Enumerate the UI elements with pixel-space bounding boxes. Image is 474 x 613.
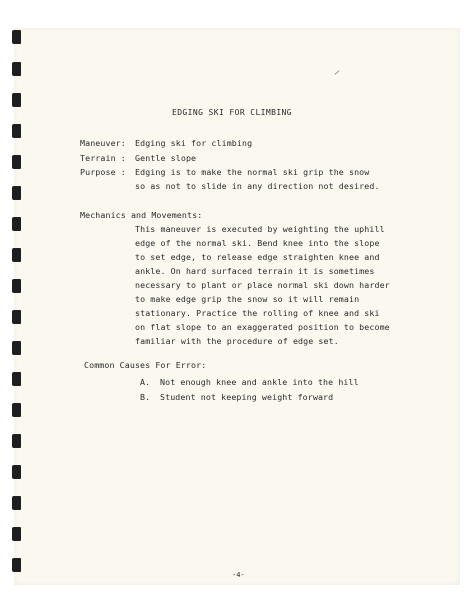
- field-value: Gentle slope: [135, 153, 197, 163]
- binding-ring: [12, 155, 21, 169]
- binding-ring: [12, 558, 21, 572]
- binding-ring: [12, 465, 21, 479]
- mechanics-line: to set edge, to release edge straighten knee and: [135, 252, 380, 262]
- binding-ring: [12, 30, 21, 44]
- mechanics-line: stationary. Practice the rolling of knee and ski: [135, 308, 380, 318]
- binding-ring: [12, 186, 21, 200]
- binding-ring: [12, 527, 21, 541]
- mechanics-line: on flat slope to an exaggerated position to become: [135, 322, 390, 332]
- binding-ring: [12, 93, 21, 107]
- page-number: -4-: [232, 571, 245, 579]
- field-value: Edging is to make the normal ski grip the snow: [135, 167, 370, 177]
- purpose-continuation: so as not to slide in any direction not desired.: [135, 181, 380, 191]
- mechanics-line: familiar with the procedure of edge set.: [135, 336, 339, 346]
- binding-ring: [12, 124, 21, 138]
- binding-ring: [12, 434, 21, 448]
- binding-ring: [12, 403, 21, 417]
- mechanics-line: This maneuver is executed by weighting the uphill: [135, 224, 385, 234]
- binding-ring: [12, 372, 21, 386]
- spiral-binding: [12, 30, 22, 586]
- field-value: Edging ski for climbing: [135, 138, 253, 148]
- binding-ring: [12, 341, 21, 355]
- binding-ring: [12, 496, 21, 510]
- error-letter: A.: [140, 377, 151, 387]
- error-text: Not enough knee and ankle into the hill: [160, 377, 359, 387]
- field-label: Purpose :: [80, 167, 126, 177]
- field-label: Terrain :: [80, 153, 126, 163]
- binding-ring: [12, 279, 21, 293]
- errors-heading: Common Causes For Error:: [84, 360, 207, 370]
- binding-ring: [12, 62, 21, 76]
- mechanics-line: edge of the normal ski. Bend knee into the slope: [135, 238, 380, 248]
- page-title: EDGING SKI FOR CLIMBING: [172, 108, 292, 117]
- error-text: Student not keeping weight forward: [160, 392, 334, 402]
- error-letter: B.: [140, 392, 151, 402]
- mechanics-line: ankle. On hard surfaced terrain it is sometimes: [135, 266, 375, 276]
- mechanics-line: to make edge grip the snow so it will remain: [135, 294, 360, 304]
- mechanics-line: necessary to plant or place normal ski down harder: [135, 280, 390, 290]
- mechanics-heading: Mechanics and Movements:: [80, 210, 203, 220]
- binding-ring: [12, 310, 21, 324]
- field-label: Maneuver:: [80, 138, 126, 148]
- binding-ring: [12, 248, 21, 262]
- binding-ring: [12, 217, 21, 231]
